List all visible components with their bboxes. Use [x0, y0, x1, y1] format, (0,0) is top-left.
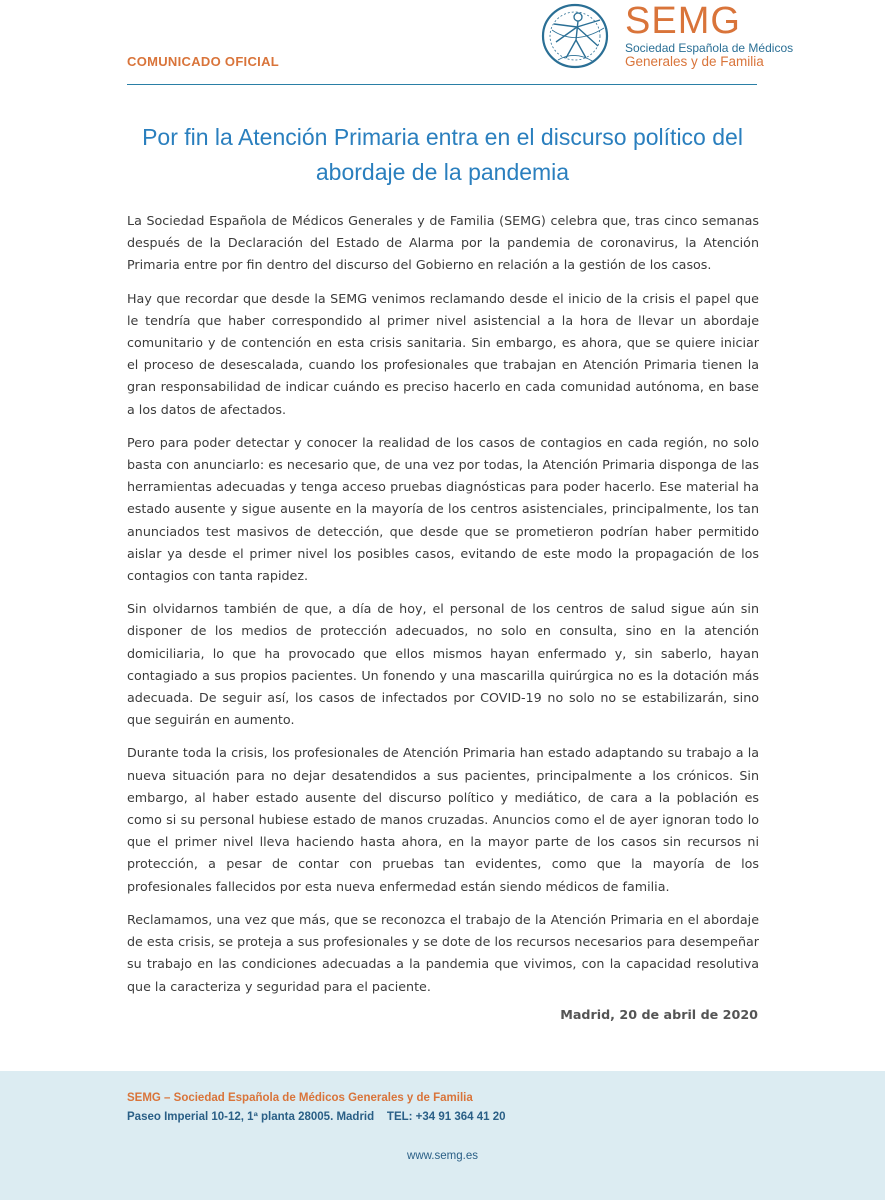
semg-vitruvian-logo-icon: [538, 2, 612, 70]
logo-name: SEMG: [625, 0, 741, 42]
document-body: [127, 210, 759, 1009]
document-type-label: COMUNICADO OFICIAL: [127, 54, 279, 69]
paragraph: La Sociedad Española de Médicos Generales y de Familia (SEMG) celebra que, tras cinco semanas después de la Declaración del Estado de Alarma por la pandemia de coronavirus, la Atención Primaria entre por fin dentro del discurso del Gobierno en relación a la gestión de los casos.: [127, 213, 759, 273]
semg-logo: [538, 0, 794, 70]
footer-website-link[interactable]: www.semg.es: [407, 1150, 478, 1162]
footer-organization: SEMG – Sociedad Española de Médicos Generales y de Familia: [127, 1092, 473, 1104]
paragraph: Reclamamos, una vez que más, que se reconozca el trabajo de la Atención Primaria en el abordaje de esta crisis, se proteja a sus profesionales y se dote de los recursos necesarios para desempeñar su trabajo en las condiciones adecuadas a la pandemia que vivimos, con la capacidad resolutiva que la caracteriza y seguridad para el paciente.: [127, 911, 759, 994]
paragraph: Sin olvidarnos también de que, a día de hoy, el personal de los centros de salud sigue aún sin disponer de los medios de protección adecuados, no solo en consulta, sino en la atención domiciliaria, lo que ha provocado que ellos mismos hayan enfermado y, sin saberlo, hayan contagiado a sus propios pacientes. Un fonendo y una mascarilla quirúrgica no es la dotación más adecuada. De seguir así, los casos de infectados por COVID-19 no solo no se estabilizarán, sino que seguirán en aumento.: [127, 601, 759, 728]
document-date: Madrid, 20 de abril de 2020: [560, 1007, 758, 1022]
logo-subtitle-line2: Generales y de Familia: [625, 54, 764, 69]
logo-subtitle-line1: Sociedad Española de Médicos: [625, 41, 794, 55]
paragraph: Durante toda la crisis, los profesionales de Atención Primaria han estado adaptando su trabajo a la nueva situación para no dejar desatendidos a sus pacientes, principalmente a los crónicos. Sin embargo, al haber estado ausente del discurso político y mediático, de cara a la población es como si su personal hubiese estado de manos cruzadas. Anuncios como el de ayer ignoran todo lo que el primer nivel lleva haciendo hasta ahora, en la mayor parte de los casos sin recursos ni protección, a pesar de contar con pruebas tan evidentes, como que la mayoría de los profesionales fallecidos por esta nueva enfermedad están siendo médicos de familia.: [127, 745, 759, 894]
document-title: Por fin la Atención Primaria entra en el discurso político del abordaje de la pandemia: [142, 124, 743, 185]
paragraph: Hay que recordar que desde la SEMG venimos reclamando desde el inicio de la crisis el papel que le tendría que haber correspondido al primer nivel asistencial a la hora de llevar un abordaje comunitario y de contención en esta crisis sanitaria. Sin embargo, es ahora, que se quiere iniciar el proceso de desescalada, cuando los profesionales que trabajan en Atención Primaria tienen la gran responsabilidad de indicar cuándo es preciso hacerlo en cada comunidad autónoma, en base a los datos de afectados.: [127, 290, 759, 417]
footer: [0, 1071, 885, 1200]
header-divider: [127, 84, 757, 85]
footer-address: Paseo Imperial 10-12, 1ª planta 28005. Madrid TEL: +34 91 364 41 20: [127, 1111, 506, 1123]
paragraph: Pero para poder detectar y conocer la realidad de los casos de contagios en cada región, no solo basta con anunciarlo: es necesario que, de una vez por todas, la Atención Primaria disponga de las herramientas adecuadas y tenga acceso pruebas diagnósticas para poder hacerlo. Ese material ha estado ausente y sigue ausente en la mayoría de los centros asistenciales, principalmente, los tan anunciados test masivos de detección, que desde que se prometieron podrían haber permitido aislar ya desde el primer nivel los posibles casos, evitando de este modo la propagación de los contagios con tanta rapidez.: [127, 434, 759, 584]
